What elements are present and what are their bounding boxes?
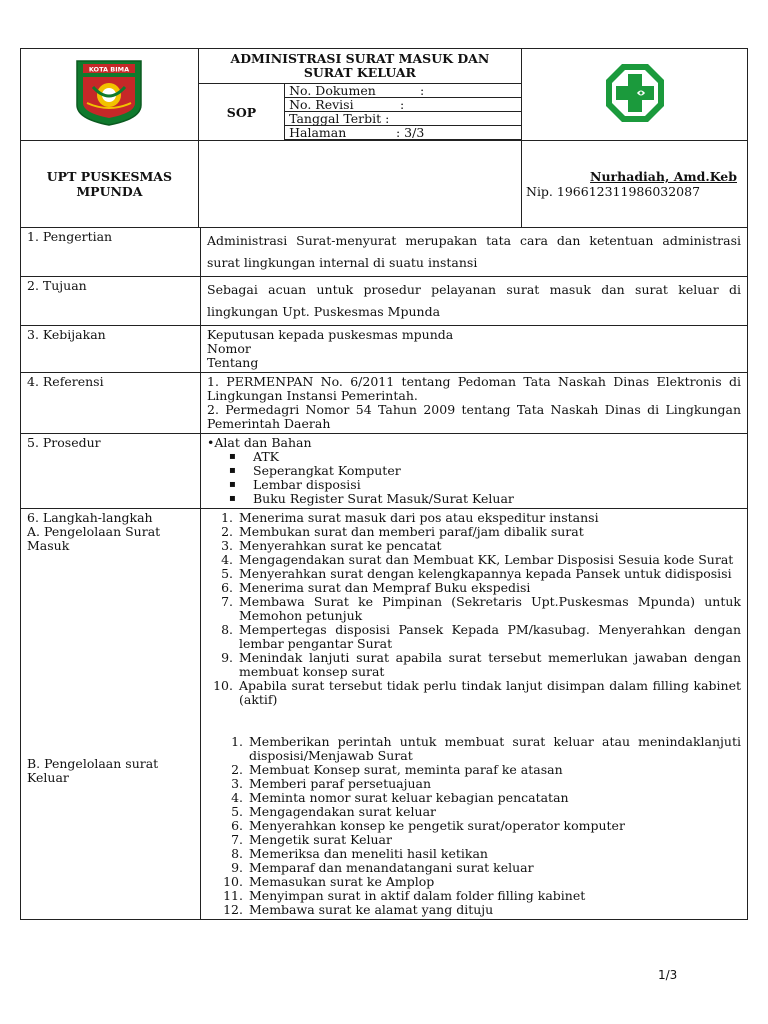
list-item bbox=[207, 525, 741, 539]
step-text: Apabila surat tersebut tidak perlu tindak lanjut disimpan dalam filling kabinet (aktif) bbox=[239, 678, 741, 707]
city-logo-cell bbox=[21, 49, 199, 141]
meta-value: : bbox=[420, 83, 425, 98]
kebijakan-line: Tentang bbox=[207, 355, 259, 370]
step-number: 8. bbox=[231, 846, 243, 861]
meta-value: : bbox=[400, 97, 405, 112]
list-item bbox=[217, 833, 741, 847]
text-tujuan: Sebagai acuan untuk prosedur pelayanan surat masuk dan surat keluar di lingkungan Upt. Puskesmas Mpunda bbox=[201, 277, 748, 326]
step-number: 9. bbox=[221, 650, 233, 665]
list-item bbox=[217, 875, 741, 889]
step-number: 4. bbox=[231, 790, 243, 805]
step-text: Menyerahkan surat dengan kelengkapannya kepada Pansek untuk didisposisi bbox=[239, 566, 732, 581]
list-item bbox=[217, 903, 741, 917]
step-number: 4. bbox=[221, 552, 233, 567]
step-text: Memberi paraf persetuajuan bbox=[249, 776, 432, 791]
list-item bbox=[207, 567, 741, 581]
meta-value: : bbox=[385, 111, 390, 126]
step-text: Membawa surat ke alamat yang dituju bbox=[249, 902, 494, 917]
step-text: Menyerahkan surat ke pencatat bbox=[239, 538, 442, 553]
step-text: Membuat Konsep surat, meminta paraf ke atasan bbox=[249, 762, 563, 777]
step-number: 6. bbox=[221, 580, 233, 595]
meta-value: : 3/3 bbox=[396, 125, 425, 140]
meta-label: Tanggal Terbit bbox=[289, 111, 382, 126]
step-text: Membawa Surat ke Pimpinan (Sekretaris Upt.Puskesmas Mpunda) untuk Memohon petunjuk bbox=[239, 594, 741, 623]
step-text: Memasukan surat ke Amplop bbox=[249, 874, 435, 889]
puskesmas-logo-icon bbox=[604, 62, 666, 124]
step-number: 2. bbox=[221, 524, 233, 539]
label-kebijakan: 3. Kebijakan bbox=[21, 326, 201, 373]
list-item: ▪ ATK bbox=[229, 450, 741, 464]
step-text: Memeriksa dan meneliti hasil ketikan bbox=[249, 846, 488, 861]
sop-document bbox=[20, 48, 748, 920]
meta-no-dokumen bbox=[285, 84, 522, 98]
list-item bbox=[207, 553, 741, 567]
row-pengertian bbox=[21, 228, 748, 277]
text-pengertian: Administrasi Surat-menyurat merupakan tata cara dan ketentuan administrasi surat lingkungan internal di suatu instansi bbox=[201, 228, 748, 277]
header-blank-cell bbox=[198, 141, 521, 228]
row-referensi bbox=[21, 373, 748, 434]
row-tujuan bbox=[21, 277, 748, 326]
org-line-1: UPT PUSKESMAS bbox=[46, 169, 173, 184]
step-number: 10. bbox=[223, 874, 243, 889]
label-langkah bbox=[21, 509, 201, 920]
step-text: Mengagendakan surat dan Membuat KK, Lembar Disposisi Sesuia kode Surat bbox=[239, 552, 734, 567]
surat-masuk-steps bbox=[207, 511, 741, 707]
langkah-content bbox=[201, 509, 748, 920]
step-number: 10. bbox=[213, 678, 233, 693]
list-item bbox=[207, 539, 741, 553]
step-text: Memparaf dan menandatangani surat keluar bbox=[249, 860, 534, 875]
step-number: 7. bbox=[231, 832, 243, 847]
signature-block bbox=[522, 141, 748, 228]
label-tujuan: 2. Tujuan bbox=[21, 277, 201, 326]
referensi-item: 1. PERMENPAN No. 6/2011 tentang Pedoman Tata Naskah Dinas Elektronis di Lingkungan Instansi Pemerintah. bbox=[207, 374, 741, 403]
kebijakan-line: Nomor bbox=[207, 341, 251, 356]
list-item bbox=[207, 511, 741, 525]
row-kebijakan bbox=[21, 326, 748, 373]
referensi-item: 2. Permedagri Nomor 54 Tahun 2009 tentang Tata Naskah Dinas di Lingkungan Pemerintah Daerah bbox=[207, 402, 741, 431]
sop-body-table bbox=[20, 227, 748, 920]
list-item: ▪ Lembar disposisi bbox=[229, 478, 741, 492]
step-text: Meminta nomor surat keluar kebagian pencatatan bbox=[249, 790, 569, 805]
title-line-2: SURAT KELUAR bbox=[303, 65, 416, 80]
label-referensi: 4. Referensi bbox=[21, 373, 201, 434]
health-logo-cell bbox=[522, 49, 748, 141]
logo-banner-text: KOTA BIMA bbox=[89, 65, 130, 74]
keluar-label-line: B. Pengelolaan surat bbox=[27, 756, 159, 771]
meta-no-revisi bbox=[285, 98, 522, 112]
list-item bbox=[217, 819, 741, 833]
step-number: 3. bbox=[231, 776, 243, 791]
organization-name bbox=[21, 141, 199, 228]
step-text: Menyimpan surat in aktif dalam folder filling kabinet bbox=[249, 888, 586, 903]
step-number: 5. bbox=[221, 566, 233, 581]
step-number: 7. bbox=[221, 594, 233, 609]
list-item bbox=[217, 889, 741, 903]
step-number: 11. bbox=[223, 888, 243, 903]
keluar-label-line: Keluar bbox=[27, 770, 69, 785]
step-text: Menerima surat dan Mempraf Buku ekspedisi bbox=[239, 580, 531, 595]
page-number: 1/3 bbox=[658, 968, 678, 982]
label-prosedur: 5. Prosedur bbox=[21, 434, 201, 509]
label-pengertian: 1. Pengertian bbox=[21, 228, 201, 277]
langkah-label-line: Masuk bbox=[27, 538, 70, 553]
text-referensi bbox=[201, 373, 748, 434]
step-number: 8. bbox=[221, 622, 233, 637]
step-text: Memberikan perintah untuk membuat surat keluar atau menindaklanjuti disposisi/Menjawab Surat bbox=[249, 734, 741, 763]
meta-label: No. Dokumen bbox=[289, 83, 376, 98]
list-item bbox=[207, 651, 741, 679]
meta-label: No. Revisi bbox=[289, 97, 354, 112]
step-number: 9. bbox=[231, 860, 243, 875]
kebijakan-line: Keputusan kepada puskesmas mpunda bbox=[207, 327, 454, 342]
langkah-label-line: A. Pengelolaan Surat bbox=[27, 524, 161, 539]
alat-bahan-list bbox=[207, 450, 741, 506]
surat-keluar-steps bbox=[207, 735, 741, 917]
signer-name: Nurhadiah, Amd.Keb bbox=[590, 169, 737, 184]
step-text: Mengetik surat Keluar bbox=[249, 832, 392, 847]
meta-label: Halaman bbox=[289, 125, 347, 140]
list-item bbox=[217, 763, 741, 777]
list-item bbox=[217, 861, 741, 875]
step-number: 1. bbox=[221, 510, 233, 525]
bullet-icon: • bbox=[207, 435, 215, 450]
list-item bbox=[207, 623, 741, 651]
langkah-label-line: 6. Langkah-langkah bbox=[27, 510, 153, 525]
step-number: 3. bbox=[221, 538, 233, 553]
text-kebijakan bbox=[201, 326, 748, 373]
meta-tanggal-terbit bbox=[285, 112, 522, 126]
sop-label: SOP bbox=[198, 84, 284, 141]
list-item bbox=[217, 847, 741, 861]
list-item bbox=[217, 805, 741, 819]
step-text: Mengagendakan surat keluar bbox=[249, 804, 436, 819]
kota-bima-logo-icon bbox=[73, 59, 145, 127]
list-item bbox=[217, 791, 741, 805]
org-line-2: MPUNDA bbox=[76, 184, 143, 199]
step-text: Menyerahkan konsep ke pengetik surat/operator komputer bbox=[249, 818, 625, 833]
list-item bbox=[217, 735, 741, 763]
sop-header-table bbox=[20, 48, 748, 228]
list-item bbox=[207, 679, 741, 707]
row-langkah bbox=[21, 509, 748, 920]
step-text: Membukan surat dan memberi paraf/jam dibalik surat bbox=[239, 524, 584, 539]
prosedur-heading bbox=[207, 436, 741, 450]
step-text: Mempertegas disposisi Pansek Kepada PM/kasubag. Menyerahkan dengan lembar pengantar Surat bbox=[239, 622, 741, 651]
step-text: Menindak lanjuti surat apabila surat tersebut memerlukan jawaban dengan membuat konsep surat bbox=[239, 650, 741, 679]
prosedur-heading-text: Alat dan Bahan bbox=[214, 435, 312, 450]
meta-halaman bbox=[285, 126, 522, 140]
step-number: 1. bbox=[231, 734, 243, 749]
step-number: 5. bbox=[231, 804, 243, 819]
row-prosedur bbox=[21, 434, 748, 509]
list-item: ▪ Buku Register Surat Masuk/Surat Keluar bbox=[229, 492, 741, 506]
list-item: ▪ Seperangkat Komputer bbox=[229, 464, 741, 478]
step-number: 2. bbox=[231, 762, 243, 777]
step-number: 6. bbox=[231, 818, 243, 833]
text-prosedur bbox=[201, 434, 748, 509]
step-text: Menerima surat masuk dari pos atau ekspeditur instansi bbox=[239, 510, 599, 525]
list-item bbox=[207, 581, 741, 595]
document-title bbox=[198, 49, 521, 84]
list-item bbox=[207, 595, 741, 623]
signer-nip: Nip. 196612311986032087 bbox=[526, 184, 701, 199]
step-number: 12. bbox=[223, 902, 243, 917]
list-item bbox=[217, 777, 741, 791]
title-line-1: ADMINISTRASI SURAT MASUK DAN bbox=[230, 51, 490, 66]
